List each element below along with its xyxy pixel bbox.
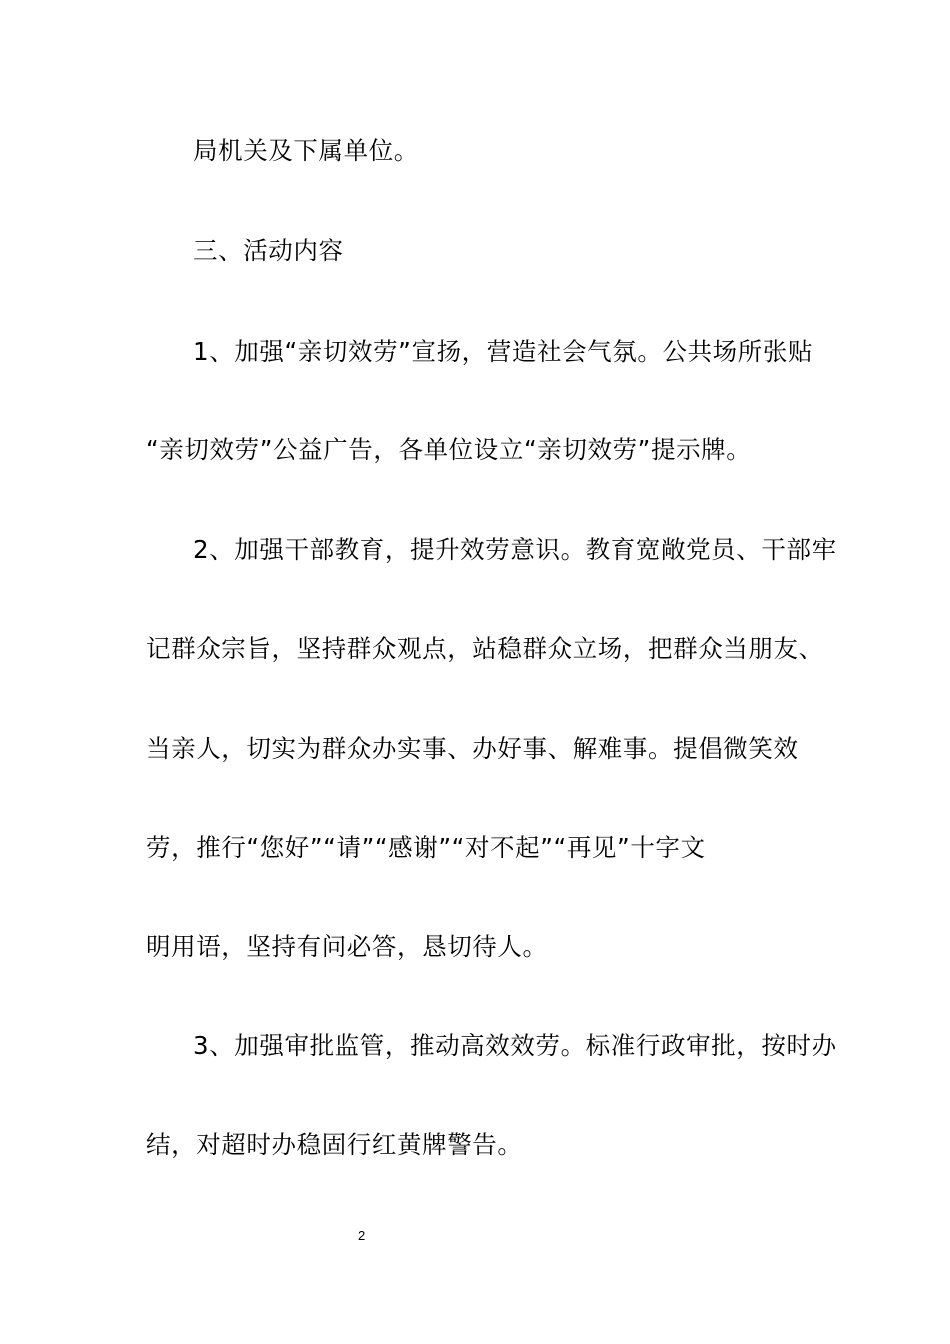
text-line-9: 明用语，坚持有问必答，恳切待人。 [146, 932, 548, 961]
text-line-5: 2、加强干部教育，提升效劳意识。教育宽敞党员、干部牢 [193, 535, 837, 564]
text-line-4: “亲切效劳”公益广告，各单位设立“亲切效劳”提示牌。 [146, 435, 752, 464]
text-line-6: 记群众宗旨，坚持群众观点，站稳群众立场，把群众当朋友、 [146, 634, 824, 663]
text-line-10: 3、加强审批监管，推动高效效劳。标准行政审批，按时办 [193, 1031, 837, 1060]
text-line-1: 局机关及下属单位。 [193, 136, 419, 165]
page-number: 2 [358, 1228, 366, 1243]
text-line-11: 结，对超时办稳固行红黄牌警告。 [146, 1130, 523, 1159]
section-heading: 三、活动内容 [193, 236, 344, 265]
text-line-3: 1、加强“亲切效劳”宣扬，营造社会气氛。公共场所张贴 [193, 337, 814, 366]
text-line-7: 当亲人，切实为群众办实事、办好事、解难事。提倡微笑效 [146, 734, 799, 763]
text-line-8: 劳，推行“您好”“请”“感谢”“对不起”“再见”十字文 [146, 833, 706, 862]
